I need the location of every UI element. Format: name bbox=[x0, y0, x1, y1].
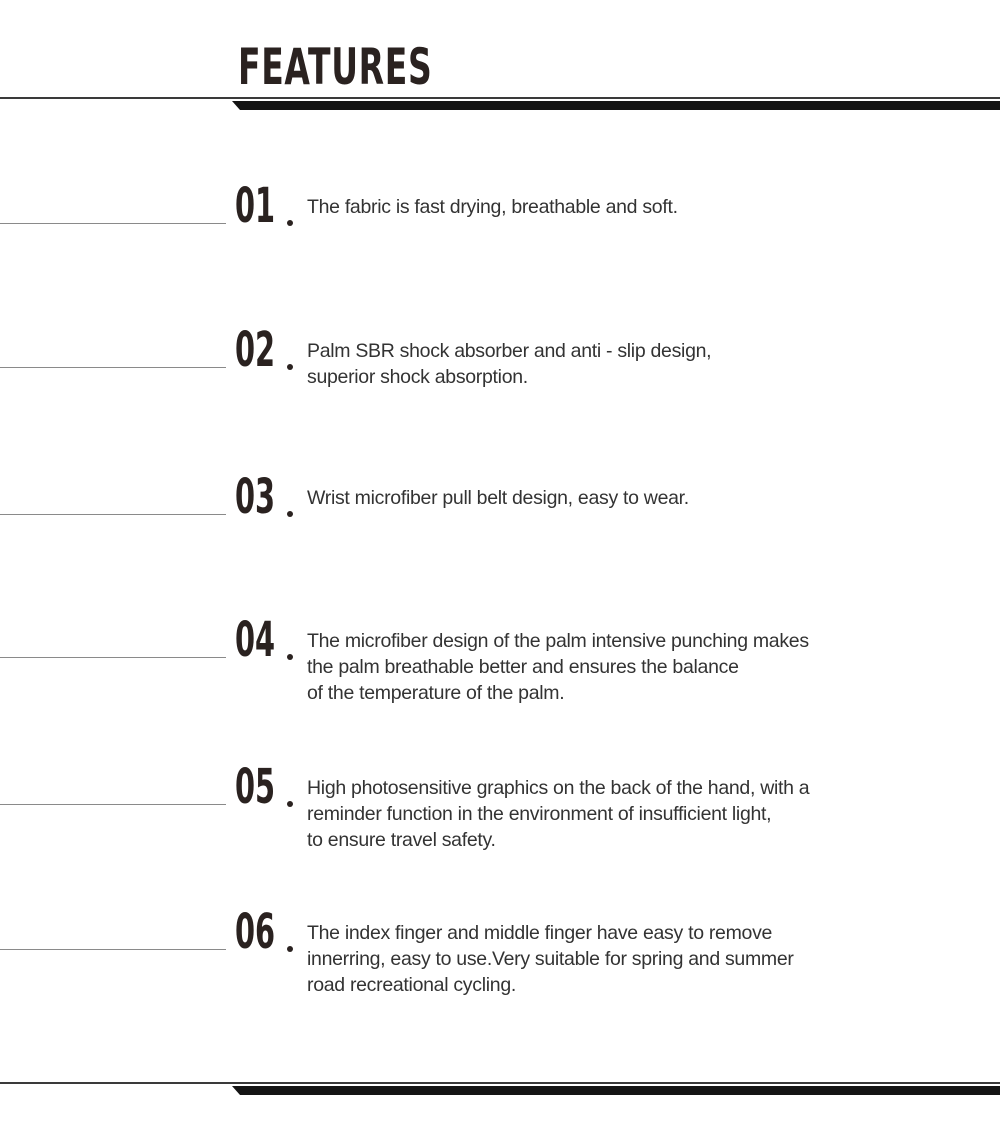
feature-item-01 bbox=[0, 178, 1000, 278]
feature-number: 06 bbox=[235, 904, 276, 960]
feature-leader-line bbox=[0, 223, 226, 224]
feature-dot bbox=[287, 801, 293, 807]
feature-description bbox=[307, 338, 907, 390]
feature-description-line: the palm breathable better and ensures the balance bbox=[307, 656, 739, 678]
feature-description-line: Palm SBR shock absorber and anti - slip design, bbox=[307, 340, 712, 362]
feature-number: 01 bbox=[235, 178, 276, 234]
feature-description-line: of the temperature of the palm. bbox=[307, 682, 565, 704]
feature-dot bbox=[287, 511, 293, 517]
feature-description bbox=[307, 920, 907, 998]
feature-leader-line bbox=[0, 514, 226, 515]
feature-leader-line bbox=[0, 804, 226, 805]
footer-divider-thick bbox=[232, 1086, 1000, 1095]
feature-description-line: to ensure travel safety. bbox=[307, 829, 496, 851]
feature-dot bbox=[287, 364, 293, 370]
feature-description bbox=[307, 194, 907, 220]
feature-description-line: High photosensitive graphics on the back of the hand, with a bbox=[307, 777, 810, 799]
feature-dot bbox=[287, 220, 293, 226]
feature-item-04 bbox=[0, 612, 1000, 712]
feature-description bbox=[307, 775, 907, 853]
feature-leader-line bbox=[0, 657, 226, 658]
header-divider-thick bbox=[232, 101, 1000, 110]
feature-item-06 bbox=[0, 904, 1000, 1004]
feature-number: 04 bbox=[235, 612, 276, 668]
feature-item-02 bbox=[0, 322, 1000, 422]
feature-number: 02 bbox=[235, 322, 276, 378]
feature-number: 03 bbox=[235, 469, 276, 525]
feature-description-line: Wrist microfiber pull belt design, easy to wear. bbox=[307, 487, 689, 509]
feature-description-line: superior shock absorption. bbox=[307, 366, 528, 388]
feature-description-line: road recreational cycling. bbox=[307, 974, 516, 996]
feature-description-line: innerring, easy to use.Very suitable for spring and summer bbox=[307, 948, 794, 970]
feature-description-line: reminder function in the environment of insufficient light, bbox=[307, 803, 772, 825]
feature-description bbox=[307, 485, 907, 511]
feature-leader-line bbox=[0, 949, 226, 950]
feature-item-05 bbox=[0, 759, 1000, 859]
feature-description-line: The index finger and middle finger have easy to remove bbox=[307, 922, 773, 944]
feature-leader-line bbox=[0, 367, 226, 368]
feature-number: 05 bbox=[235, 759, 276, 815]
feature-dot bbox=[287, 946, 293, 952]
footer-divider-thin bbox=[0, 1082, 1000, 1084]
feature-description-line: The fabric is fast drying, breathable and soft. bbox=[307, 196, 678, 218]
feature-dot bbox=[287, 654, 293, 660]
header-divider-thin bbox=[0, 97, 1000, 99]
feature-description bbox=[307, 628, 907, 706]
feature-description-line: The microfiber design of the palm intensive punching makes bbox=[307, 630, 809, 652]
page-title: FEATURES bbox=[238, 38, 433, 96]
feature-item-03 bbox=[0, 469, 1000, 569]
